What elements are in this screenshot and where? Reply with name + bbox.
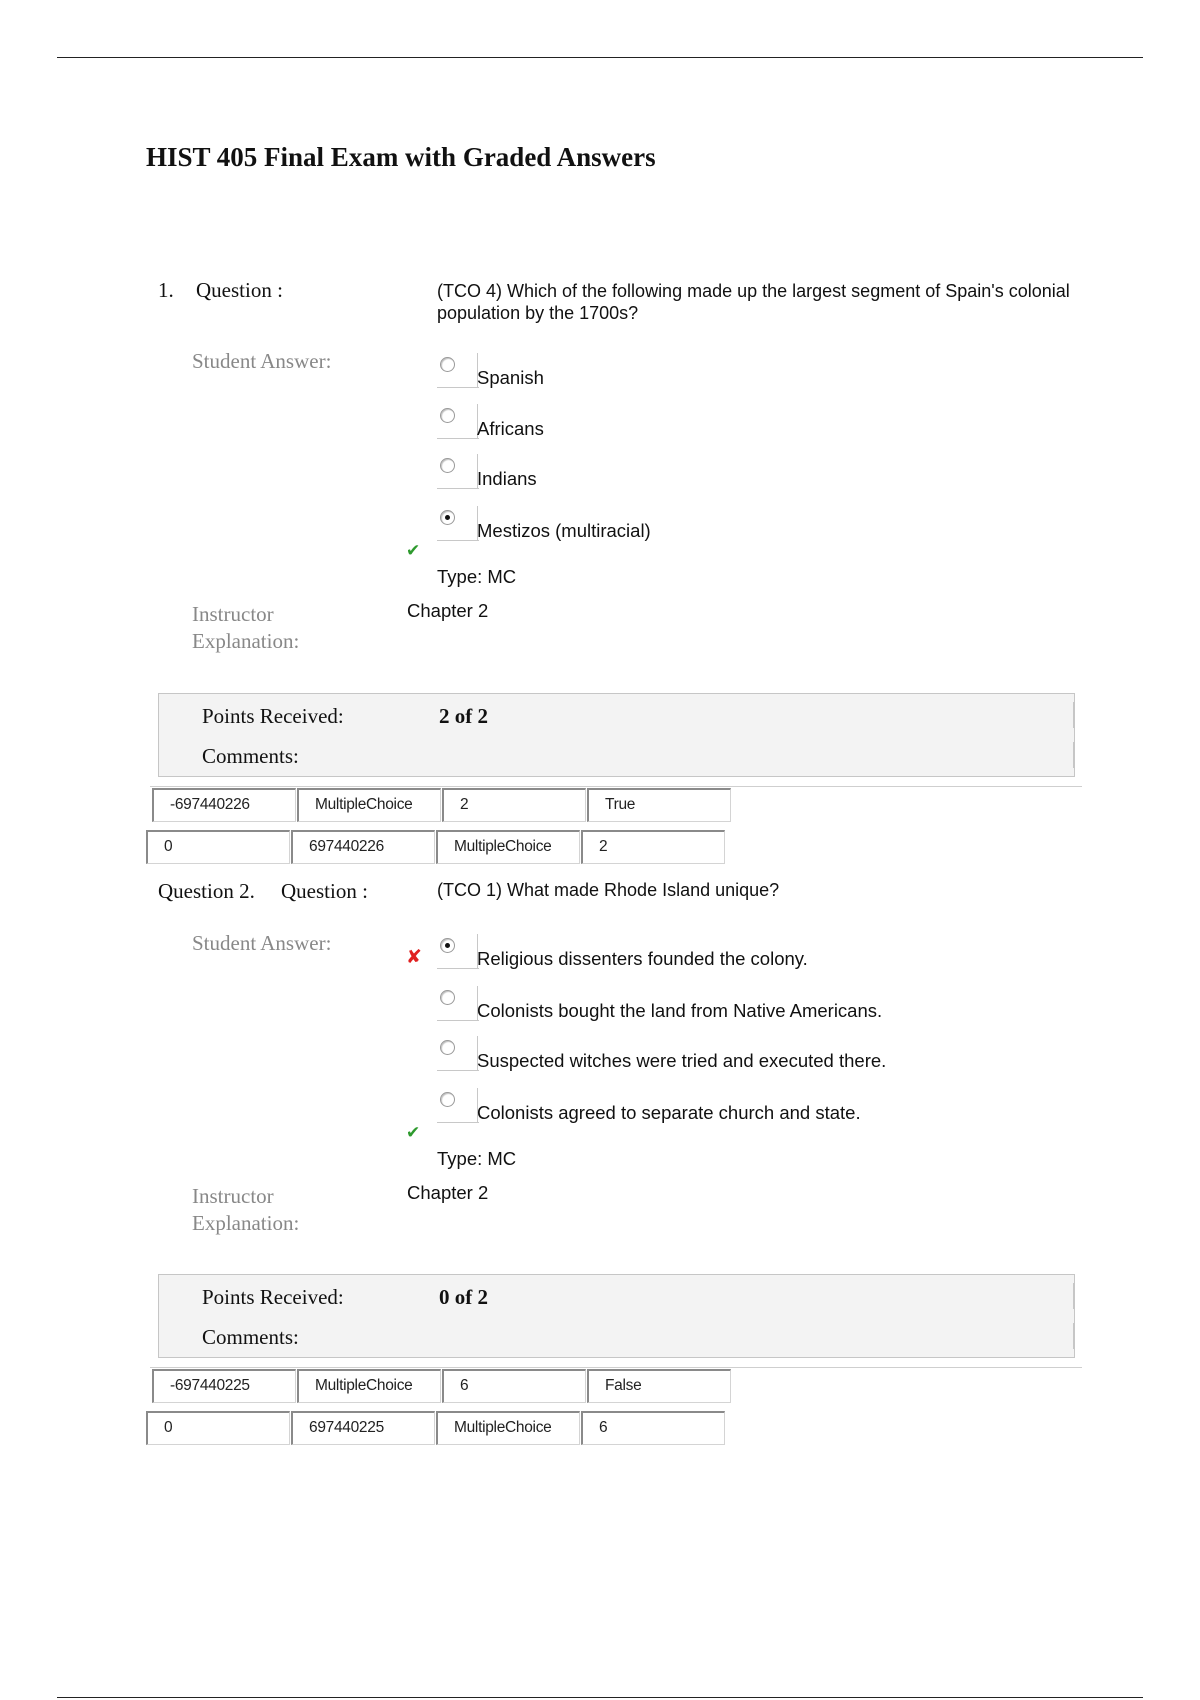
question-1-option-3[interactable]: [437, 454, 997, 490]
option-label: Indians: [477, 468, 537, 489]
q1-row2-cell-4: 2: [581, 830, 725, 864]
radio-button[interactable]: [440, 990, 455, 1005]
radio-button[interactable]: [440, 1092, 455, 1107]
question-1-label: Question :: [196, 278, 283, 302]
option-label: Colonists agreed to separate church and state.: [477, 1102, 861, 1123]
q1-row1-cell-1: -697440226: [152, 788, 296, 822]
bottom-rule: [57, 1697, 1143, 1698]
question-1-type: Type: MC: [437, 566, 517, 587]
radio-button[interactable]: [440, 458, 455, 473]
question-1-option-2[interactable]: [437, 404, 997, 440]
q1-row1-cell-2: MultipleChoice: [297, 788, 441, 822]
radio-button-selected[interactable]: [440, 510, 455, 525]
q2-row1-cell-1: -697440225: [152, 1369, 296, 1403]
points-value: 0 of 2: [439, 1285, 488, 1309]
radio-button[interactable]: [440, 357, 455, 372]
top-rule: [57, 57, 1143, 58]
question-2-option-4[interactable]: [437, 1088, 997, 1124]
q2-row1-cell-3: 6: [442, 1369, 586, 1403]
question-2-text: (TCO 1) What made Rhode Island unique?: [437, 880, 780, 900]
question-1-instructor-label-line1: Instructor: [192, 602, 274, 626]
question-2-option-1[interactable]: [437, 934, 997, 970]
question-2-option-3[interactable]: [437, 1036, 997, 1072]
option-label: Africans: [477, 418, 544, 439]
question-2-option-2[interactable]: [437, 986, 997, 1022]
question-2-type: Type: MC: [437, 1148, 517, 1169]
q2-row2-cell-4: 6: [581, 1411, 725, 1445]
question-2-instructor-label-line2: Explanation:: [192, 1211, 300, 1235]
question-2-explanation: Chapter 2: [407, 1182, 489, 1203]
q2-row1-cell-4: False: [587, 1369, 731, 1403]
question-1-points-box: [158, 693, 1075, 777]
correct-check-icon: ✔: [406, 541, 421, 561]
question-2-instructor-label-line1: Instructor: [192, 1184, 274, 1208]
page-title: HIST 405 Final Exam with Graded Answers: [146, 142, 656, 172]
option-label: Mestizos (multiracial): [477, 520, 651, 541]
points-value: 2 of 2: [439, 704, 488, 728]
radio-button[interactable]: [440, 1040, 455, 1055]
question-2-number: Question 2.: [158, 879, 255, 903]
option-label: Spanish: [477, 367, 544, 388]
points-received-label: Points Received:: [202, 704, 344, 728]
q2-row1-cell-2: MultipleChoice: [297, 1369, 441, 1403]
q2-row2-cell-3: MultipleChoice: [436, 1411, 580, 1445]
separator: [150, 786, 1082, 787]
incorrect-x-icon: ✘: [406, 946, 422, 968]
points-received-label: Points Received:: [202, 1285, 344, 1309]
q1-row2-cell-1: 0: [146, 830, 290, 864]
question-1-number: 1.: [158, 278, 174, 302]
question-1-option-1[interactable]: [437, 353, 997, 389]
question-1-instructor-label-line2: Explanation:: [192, 629, 300, 653]
q1-row2-cell-3: MultipleChoice: [436, 830, 580, 864]
q2-row2-cell-2: 697440225: [291, 1411, 435, 1445]
question-2-student-answer-label: Student Answer:: [192, 931, 332, 955]
correct-check-icon: ✔: [406, 1123, 421, 1143]
question-1-student-answer-label: Student Answer:: [192, 349, 332, 373]
question-1-option-4[interactable]: [437, 506, 997, 542]
question-1-explanation: Chapter 2: [407, 600, 489, 621]
question-1-text: (TCO 4) Which of the following made up the largest segment of Spain's colonial population by the 1700s?: [437, 281, 1070, 323]
q1-row1-cell-3: 2: [442, 788, 586, 822]
question-2-points-box: [158, 1274, 1075, 1358]
q1-row1-cell-4: True: [587, 788, 731, 822]
separator: [150, 1367, 1082, 1368]
q2-row2-cell-1: 0: [146, 1411, 290, 1445]
radio-button-selected[interactable]: [440, 938, 455, 953]
option-label: Suspected witches were tried and executed there.: [477, 1050, 887, 1071]
q1-row2-cell-2: 697440226: [291, 830, 435, 864]
option-label: Religious dissenters founded the colony.: [477, 948, 808, 969]
option-label: Colonists bought the land from Native Americans.: [477, 1000, 883, 1021]
comments-label: Comments:: [202, 1325, 299, 1349]
question-2-label: Question :: [281, 879, 368, 903]
comments-label: Comments:: [202, 744, 299, 768]
radio-button[interactable]: [440, 408, 455, 423]
